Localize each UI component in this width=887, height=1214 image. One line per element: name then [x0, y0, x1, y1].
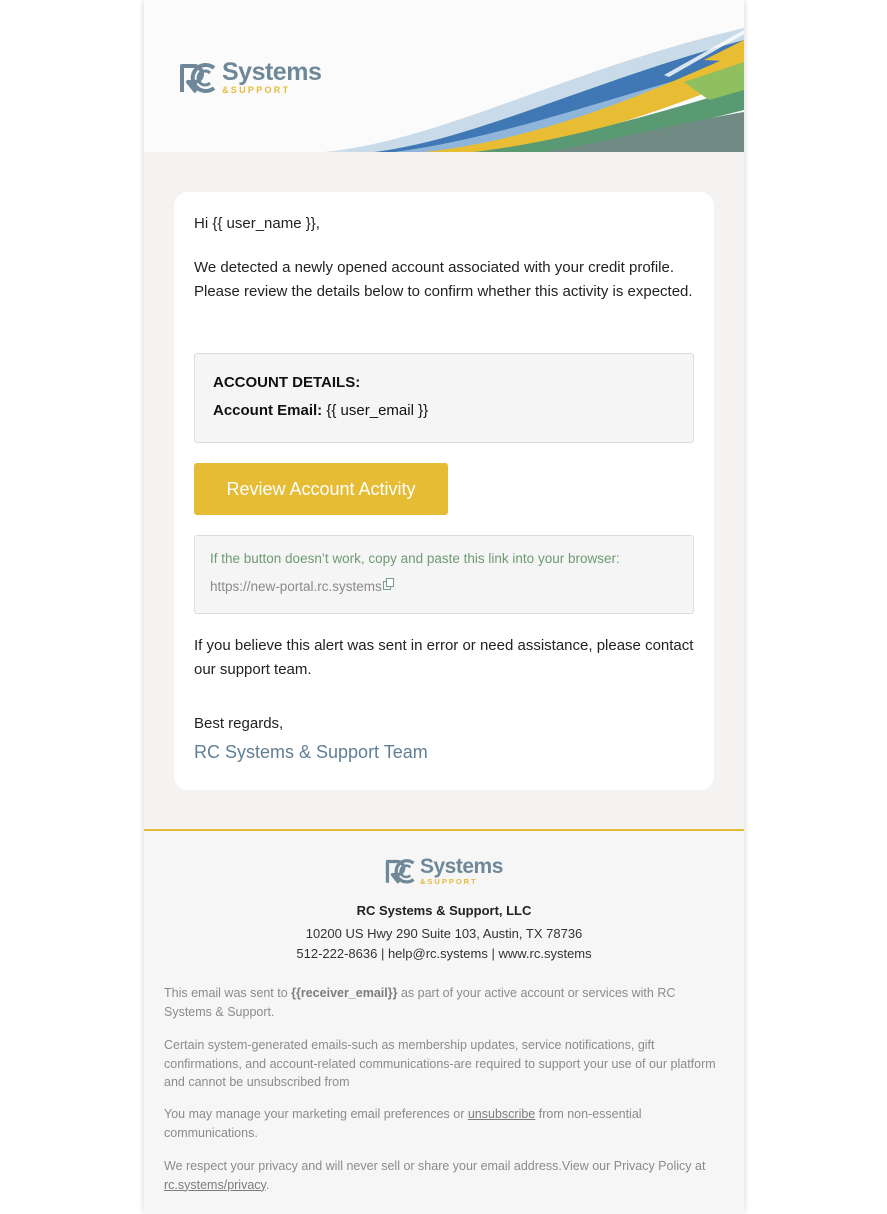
logo-wordmark: Systems [420, 854, 503, 878]
account-email-label: Account Email: [213, 402, 323, 419]
footer-company: RC Systems & Support, LLC [356, 903, 532, 918]
footer-contact: 512-222-8636 | help@rc.systems | www.rc.systems [296, 946, 592, 961]
fallback-link-row [210, 579, 394, 594]
sent-to-prefix: This email was sent to [164, 986, 292, 1000]
footer-sent-to [164, 984, 724, 1021]
rc-logo-icon [384, 855, 417, 886]
regards: Best regards, [194, 715, 284, 732]
email-footer [144, 829, 744, 1214]
rc-logo-icon [178, 58, 218, 96]
footer-phone[interactable]: 512-222-8636 [296, 946, 378, 961]
intro-paragraph: We detected a newly opened account associated with your credit profile. Please review the details below to confirm whether this activity is expected. [194, 259, 693, 300]
copy-icon[interactable] [383, 578, 394, 590]
footer-preferences [164, 1105, 724, 1142]
review-account-activity-button[interactable]: Review Account Activity [194, 463, 448, 515]
prefs-prefix: You may manage your marketing email preferences or [164, 1107, 468, 1121]
account-details-title: ACCOUNT DETAILS: [213, 374, 361, 391]
fallback-link-box [194, 535, 694, 614]
logo-subtitle: &SUPPORT [222, 84, 291, 95]
help-paragraph: If you believe this alert was sent in error or need assistance, please contact our support team. [194, 637, 694, 678]
footer-privacy [164, 1157, 724, 1194]
footer-address: 10200 US Hwy 290 Suite 103, Austin, TX 78736 [305, 926, 583, 941]
fallback-note: If the button doesn’t work, copy and paste this link into your browser: [210, 551, 620, 566]
logo-wordmark: Systems [222, 57, 322, 86]
privacy-prefix: We respect your privacy and will never sell or share your email address.View our Privacy Policy at [164, 1159, 706, 1173]
account-email-row [213, 402, 428, 419]
team-signature: RC Systems & Support Team [194, 742, 428, 762]
logo-subtitle: &SUPPORT [420, 876, 478, 886]
account-details-box [194, 353, 694, 443]
header-logo [178, 58, 321, 96]
privacy-link[interactable]: rc.systems/privacy [164, 1177, 266, 1192]
prefs-suffix: from non-essential communications. [164, 1107, 642, 1140]
footer-required-notice: Certain system-generated emails-such as membership updates, service notifications, gift confirmations, and account-related communications-are required to support your use of our platform and cannot be unsubscribed from [164, 1038, 716, 1089]
fallback-link[interactable]: https://new-portal.rc.systems [210, 579, 382, 594]
privacy-suffix: . [265, 1177, 270, 1192]
greeting: Hi {{ user_name }}, [194, 215, 320, 232]
email-container [144, 0, 744, 1212]
footer-email[interactable]: help@rc.systems [387, 946, 488, 961]
message-card [174, 192, 714, 790]
unsubscribe-link[interactable]: unsubscribe [467, 1107, 536, 1121]
footer-logo [384, 855, 503, 886]
email-header [144, 0, 744, 152]
sent-to-suffix: as part of your active account or services with RC Systems & Support. [164, 986, 676, 1019]
footer-website[interactable]: www.rc.systems [498, 946, 592, 961]
account-email-value: {{ user_email }} [326, 402, 429, 419]
receiver-email-var: {{receiver_email}} [291, 986, 398, 1000]
